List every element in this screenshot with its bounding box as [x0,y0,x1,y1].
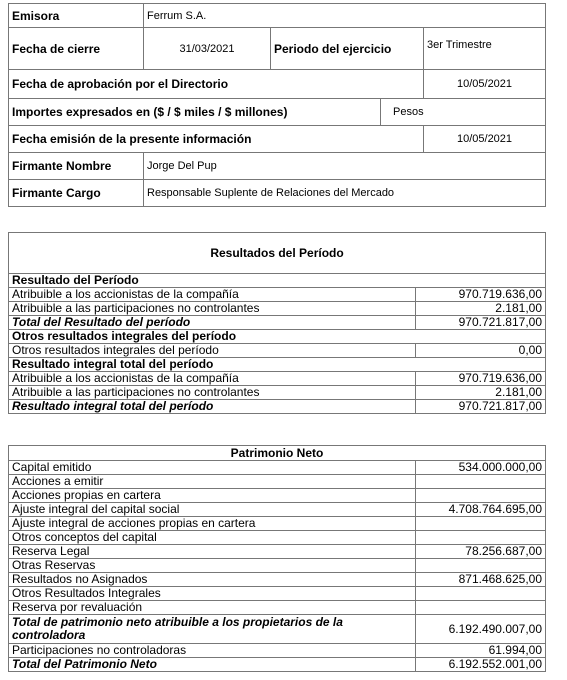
table-row [9,573,546,587]
patrimonio-table [8,445,546,672]
row-value [416,489,546,503]
row-value: 61.994,00 [416,644,546,658]
row-label: Atribuible a los accionistas de la compañía [9,288,416,302]
table-row [9,559,546,573]
table-row [9,545,546,559]
table-row [9,503,546,517]
emision-value: 10/05/2021 [424,126,546,153]
resultados-title: Resultados del Período [9,233,546,274]
table-row [9,400,546,414]
table-row [9,316,546,330]
table-row [9,587,546,601]
resultados-table [8,232,546,414]
firmante-cargo-label: Firmante Cargo [9,180,144,207]
row-value [416,517,546,531]
table-row [9,644,546,658]
row-value: 6.192.552.001,00 [416,658,546,672]
table-row [9,288,546,302]
aprobacion-label: Fecha de aprobación por el Directorio [9,70,424,99]
row-value: 970.721.817,00 [416,316,546,330]
patrimonio-title: Patrimonio Neto [9,446,546,461]
row-label: Otros Resultados Integrales [9,587,416,601]
emisora-value: Ferrum S.A. [144,4,546,28]
row-value: 4.708.764.695,00 [416,503,546,517]
importes-label: Importes expresados en ($ / $ miles / $ millones) [9,99,381,126]
emision-label: Fecha emisión de la presente información [9,126,424,153]
row-label: Capital emitido [9,461,416,475]
row-value: 0,00 [416,344,546,358]
aprobacion-value: 10/05/2021 [424,70,546,99]
table-row [9,461,546,475]
row-value: 534.000.000,00 [416,461,546,475]
firmante-cargo-value: Responsable Suplente de Relaciones del Mercado [144,180,546,207]
row-label: Otros resultados integrales del período [9,330,546,344]
row-label: Reserva por revaluación [9,601,416,615]
periodo-label: Periodo del ejercicio [271,28,424,70]
table-row [9,274,546,288]
row-value: 970.719.636,00 [416,372,546,386]
periodo-value: 3er Trimestre [424,28,546,70]
table-row [9,386,546,400]
emisora-label: Emisora [9,4,144,28]
table-row [9,615,546,644]
firmante-nombre-label: Firmante Nombre [9,153,144,180]
row-label: Atribuible a los accionistas de la compañía [9,372,416,386]
table-row [9,475,546,489]
row-label: Resultado integral total del período [9,358,546,372]
row-label: Acciones a emitir [9,475,416,489]
row-label: Participaciones no controladoras [9,644,416,658]
row-value [416,559,546,573]
table-row [9,601,546,615]
row-label: Otros conceptos del capital [9,531,416,545]
row-label: Ajuste integral del capital social [9,503,416,517]
row-value: 2.181,00 [416,302,546,316]
fecha-cierre-value: 31/03/2021 [144,28,271,70]
row-value [416,587,546,601]
row-label: Reserva Legal [9,545,416,559]
row-label: Atribuible a las participaciones no controlantes [9,386,416,400]
firmante-nombre-value: Jorge Del Pup [144,153,546,180]
row-value: 6.192.490.007,00 [416,615,546,644]
row-label: Resultado del Período [9,274,546,288]
row-label: Resultados no Asignados [9,573,416,587]
row-value [416,531,546,545]
table-row [9,358,546,372]
row-label: Resultado integral total del período [9,400,416,414]
row-value [416,601,546,615]
row-label: Otros resultados integrales del período [9,344,416,358]
row-label: Atribuible a las participaciones no controlantes [9,302,416,316]
table-row [9,531,546,545]
importes-value: Pesos [381,99,546,126]
row-label: Acciones propias en cartera [9,489,416,503]
row-value [416,475,546,489]
table-row [9,302,546,316]
table-row [9,330,546,344]
row-value: 970.721.817,00 [416,400,546,414]
table-row [9,517,546,531]
info-table [8,3,546,207]
table-row [9,344,546,358]
row-label: Total de patrimonio neto atribuible a los propietarios de la controladora [9,615,416,644]
row-value: 78.256.687,00 [416,545,546,559]
row-value: 871.468.625,00 [416,573,546,587]
row-label: Total del Patrimonio Neto [9,658,416,672]
table-row [9,489,546,503]
table-row [9,372,546,386]
fecha-cierre-label: Fecha de cierre [9,28,144,70]
table-row [9,658,546,672]
row-value: 970.719.636,00 [416,288,546,302]
row-label: Total del Resultado del período [9,316,416,330]
row-label: Otras Reservas [9,559,416,573]
row-value: 2.181,00 [416,386,546,400]
row-label: Ajuste integral de acciones propias en cartera [9,517,416,531]
